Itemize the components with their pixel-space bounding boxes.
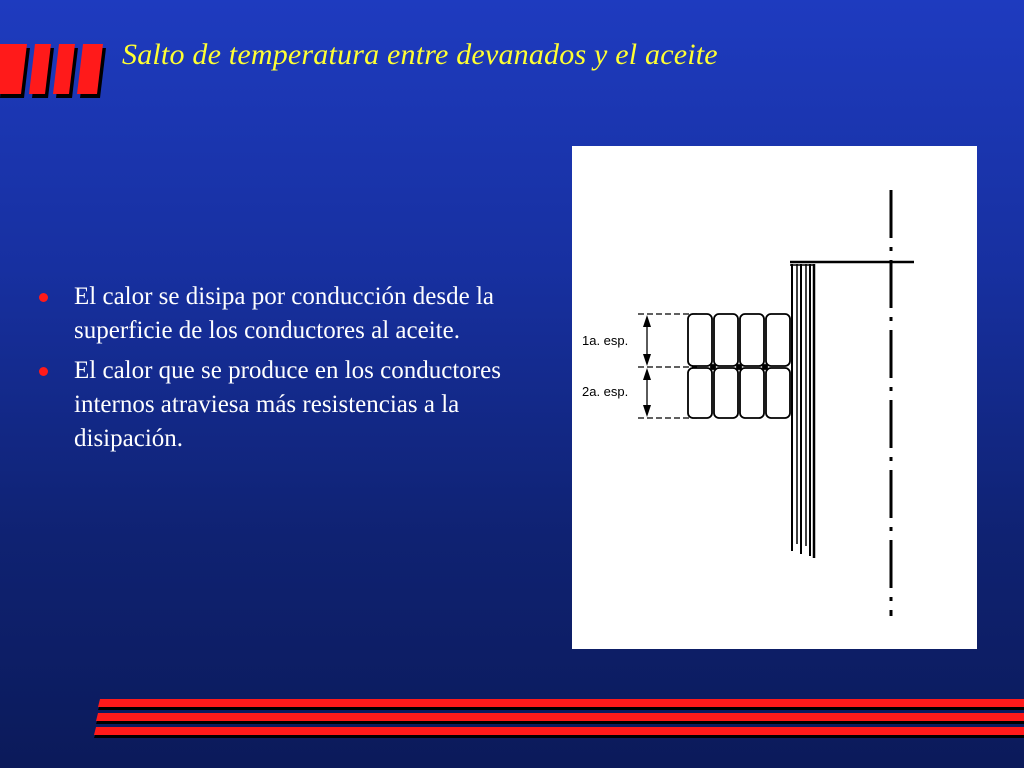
conductor-layer-2 — [688, 368, 790, 418]
second-layer-label: 2a. esp. — [582, 384, 629, 399]
logo-red-blocks — [0, 44, 112, 100]
winding-diagram-svg — [572, 146, 977, 649]
bullet-dot-icon — [39, 293, 48, 302]
bullet-text: El calor que se produce en los conductores internos atraviesa más resistencias a la disipación. — [74, 357, 501, 452]
conductor-layer-1 — [688, 314, 790, 366]
slide-title: Salto de temperatura entre devanados y el aceite — [122, 38, 718, 71]
first-layer-label: 1a. esp. — [582, 333, 629, 348]
bottom-red-stripes — [90, 696, 1024, 744]
bullet-text: El calor se disipa por conducción desde la superficie de los conductores al aceite. — [74, 283, 494, 344]
winding-plates — [792, 264, 814, 558]
bullet-list — [36, 280, 536, 462]
bullet-item — [36, 354, 536, 456]
winding-diagram — [572, 146, 977, 649]
bullet-item — [36, 280, 536, 348]
bullet-dot-icon — [39, 367, 48, 376]
